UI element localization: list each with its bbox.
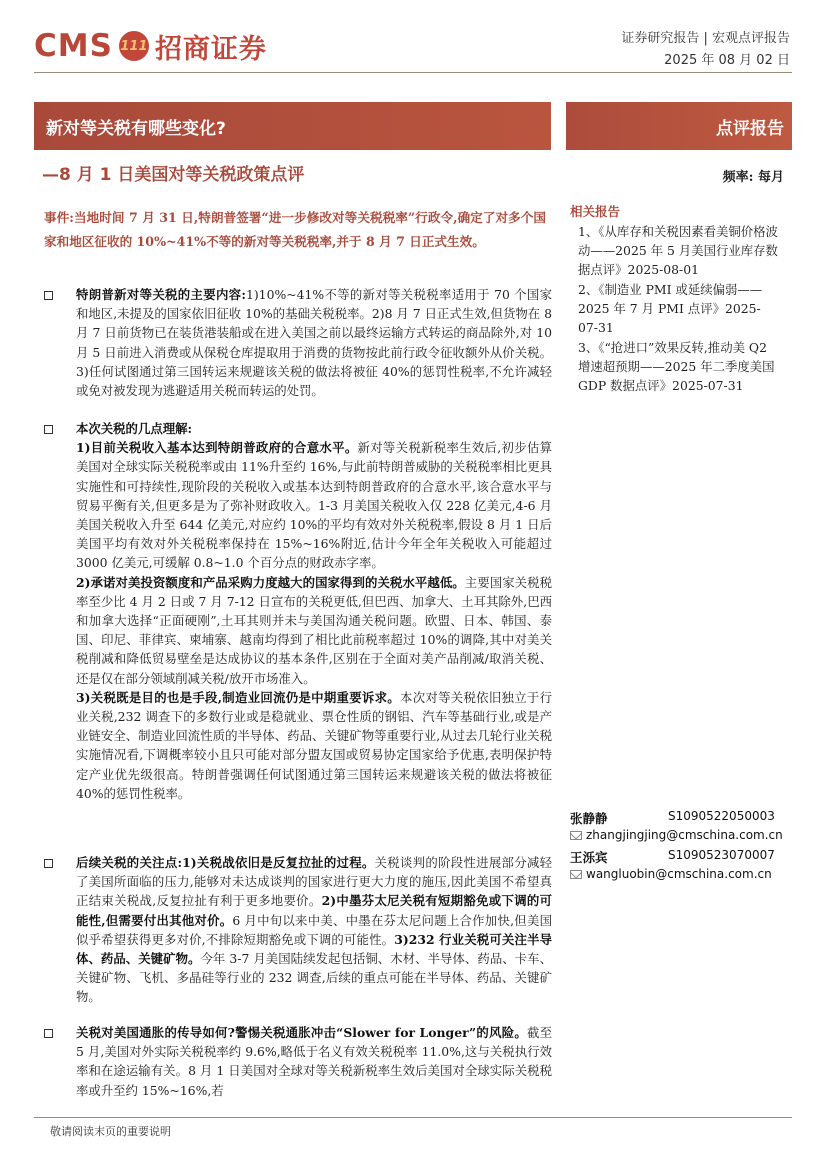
section-body	[76, 419, 552, 803]
section-body	[76, 285, 552, 400]
section-heading: 本次关税的几点理解:	[76, 421, 193, 436]
section-text: 6 月中旬以来中美、中墨在芬太尼问题上合作加快,但美国似乎希望获得更多对价,不排除短期豁免或下调的可能性。	[76, 912, 552, 947]
section-text: 关税谈判的阶段性进展部分减轻了美国所面临的压力,能够对未达成谈判的国家进行更大力度的施压,因此美国不希望真正结束关税战,反复拉扯有利于更多地要价。	[76, 855, 553, 909]
point-text: 新对等关税新税率生效后,初步估算美国对全球实际关税税率或由 11%升至约 16%,与此前特朗普威胁的关税税率相比更具实施性和可持续性,现阶段的关税收入或基本达到特朗普政府的合意水平,该合意水平与贸易平衡有关,但更多是为了弥补财政收入。1-3 月美国关税收入仅 228 亿美元,4-6 月美国关税收入升至 644 亿美元,对应约 10%的平均有效对外关税税率,假设 8 月 1 日后美国平均有效对外关税税率保持在 15%~16%附近,估计今年全年关税收入可能超过 3000 亿美元,可缓解 0.8~1.0 个百分点的财政赤字率。	[76, 440, 552, 571]
logo-emblem-icon: 111	[119, 31, 149, 61]
section-heading: 特朗普新对等关税的主要内容:	[76, 287, 246, 302]
related-reports-title: 相关报告	[570, 204, 621, 219]
report-type: 证券研究报告 | 宏观点评报告	[621, 31, 790, 46]
author-name: 王泺宾	[570, 850, 608, 865]
author-name: 张静静	[570, 811, 608, 826]
page-subtitle: —8 月 1 日美国对等关税政策点评	[42, 165, 305, 185]
point-2	[76, 573, 552, 688]
square-bullet-icon	[44, 859, 53, 868]
square-bullet-icon	[44, 291, 53, 300]
section-text: 截至 5 月,美国对外实际关税税率约 9.6%,略低于名义有效关税税率 11.0%,这与关税执行效率和在途运输有关。8 月 1 日美国对全球对等关税新税率生效后美国对全球实际关税税率或升至约 15%~16%,若	[76, 1025, 553, 1098]
report-date: 2025 年 08 月 02 日	[664, 53, 790, 68]
section-text: 1)10%~41%不等的新对等关税税率适用于 70 个国家和地区,未提及的国家依旧征收 10%的基础关税税率。2)8 月 7 日正式生效,但货物在 8 月 7 日前货物已在装货港装船或在进入美国之前以最终运输方式转运的商品除外,对 10 月 5 日前进入消费或从保税仓库提取用于消费的货物按此前行政令征收额外从价关税。3)任何试图通过第三国转运来规避该关税的做法将被征 40%的惩罚性税率,不允许减轻或免对被发现为逃避适用关税而转运的处罚。	[76, 287, 553, 399]
section-main-content	[44, 285, 552, 400]
square-bullet-icon	[44, 425, 53, 434]
related-report-3[interactable]: 3、《“抢进口”效果反转,推动美 Q2 增速超预期——2025 年二季度美国 GDP 数据点评》2025-07-31	[578, 340, 775, 394]
mail-icon	[570, 831, 582, 840]
section-heading: 3)232 行业关税可关注半导体、药品、关键矿物。	[76, 931, 552, 967]
report-category: 点评报告	[716, 119, 784, 139]
section-heading: 2)中墨芬太尼关税有短期豁免或下调的可能性,但需要付出其他对价。	[76, 893, 552, 928]
author-2-email[interactable]: wangluobin@cmschina.com.cn	[586, 867, 772, 881]
section-text: 今年 3-7 月美国陆续发起包括铜、木材、半导体、药品、卡车、关键矿物、飞机、多晶硅等行业的 232 调查,后续的重点可能在半导体、药品、关键矿物。	[76, 951, 552, 1005]
section-heading: 关税对美国通胀的传导如何?警惕关税通胀冲击“Slower for Longer”的风险。	[76, 1025, 527, 1040]
author-2	[570, 848, 775, 866]
author-1	[570, 809, 775, 827]
author-1-email[interactable]: zhangjingjing@cmschina.com.cn	[586, 828, 783, 842]
point-heading: 2)承诺对美投资额度和产品采购力度越大的国家得到的关税水平越低。	[76, 574, 465, 590]
section-inflation	[44, 1023, 552, 1100]
footer-divider	[34, 1117, 792, 1118]
section-heading: 后续关税的关注点:1)关税战依旧是反复拉扯的过程。	[76, 855, 375, 870]
section-body	[76, 1023, 552, 1100]
footer-note: 敬请阅读末页的重要说明	[50, 1125, 171, 1138]
related-report-2[interactable]: 2、《制造业 PMI 或延续偏弱——2025 年 7 月 PMI 点评》2025-07-31	[578, 282, 763, 336]
related-report-1[interactable]: 1、《从库存和关税因素看美铜价格波动——2025 年 5 月美国行业库存数据点评》2025-08-01	[578, 224, 778, 278]
frequency-label: 频率: 每月	[722, 170, 784, 185]
square-bullet-icon	[44, 1029, 53, 1038]
author-license-id: S1090522050003	[668, 809, 775, 823]
brand-logo	[34, 26, 267, 66]
section-body	[76, 853, 552, 1007]
section-follow-up	[44, 853, 552, 1007]
point-text: 本次对等关税依旧独立于行业关税,232 调查下的多数行业或是稳就业、票仓性质的钢铝、汽车等基础行业,或是产业链安全、制造业回流性质的半导体、药品、关键矿物等重要行业,从过去几轮行业关税实施情况看,下调概率较小且只可能对部分盟友国或贸易协定国家给予优惠,表明保护特定产业优先级很高。特朗普强调任何试图通过第三国转运来规避该关税的做法将被征 40%的惩罚性税率。	[76, 689, 552, 801]
point-1	[76, 438, 552, 572]
logo-chinese: 招商证券	[154, 33, 267, 65]
point-heading: 1)目前关税收入基本达到特朗普政府的合意水平。	[76, 440, 358, 456]
event-summary: 事件:当地时间 7 月 31 日,特朗普签署“进一步修改对等关税税率”行政令,确定了对多个国家和地区征收的 10%~41%不等的新对等关税税率,并于 8 月 7 日正式生效。	[44, 210, 546, 249]
page-title: 新对等关税有哪些变化?	[46, 119, 226, 139]
logo-latin: CMS	[34, 28, 113, 64]
point-heading: 3)关税既是目的也是手段,制造业回流仍是中期重要诉求。	[76, 689, 400, 705]
point-text: 主要国家关税税率至少比 4 月 2 日或 7 月 7-12 日宣布的关税更低,但巴西、加拿大、土耳其除外,巴西和加拿大选择“正面硬刚”,土耳其则并未与美国沟通关税问题。欧盟、日本、韩国、泰国、印尼、菲律宾、柬埔寨、越南均得到了相比此前税率超过 10%的调降,其中对美关税削减和降低贸易壁垒是达成协议的基本条件,区别在于全面对美产品削减/取消关税、还是仅在部分领域削减关税/放开市场准入。	[76, 574, 553, 686]
mail-icon	[570, 870, 582, 879]
header-divider	[34, 72, 792, 73]
author-license-id: S1090523070007	[668, 848, 775, 862]
point-3	[76, 688, 552, 803]
section-understanding	[44, 419, 552, 803]
